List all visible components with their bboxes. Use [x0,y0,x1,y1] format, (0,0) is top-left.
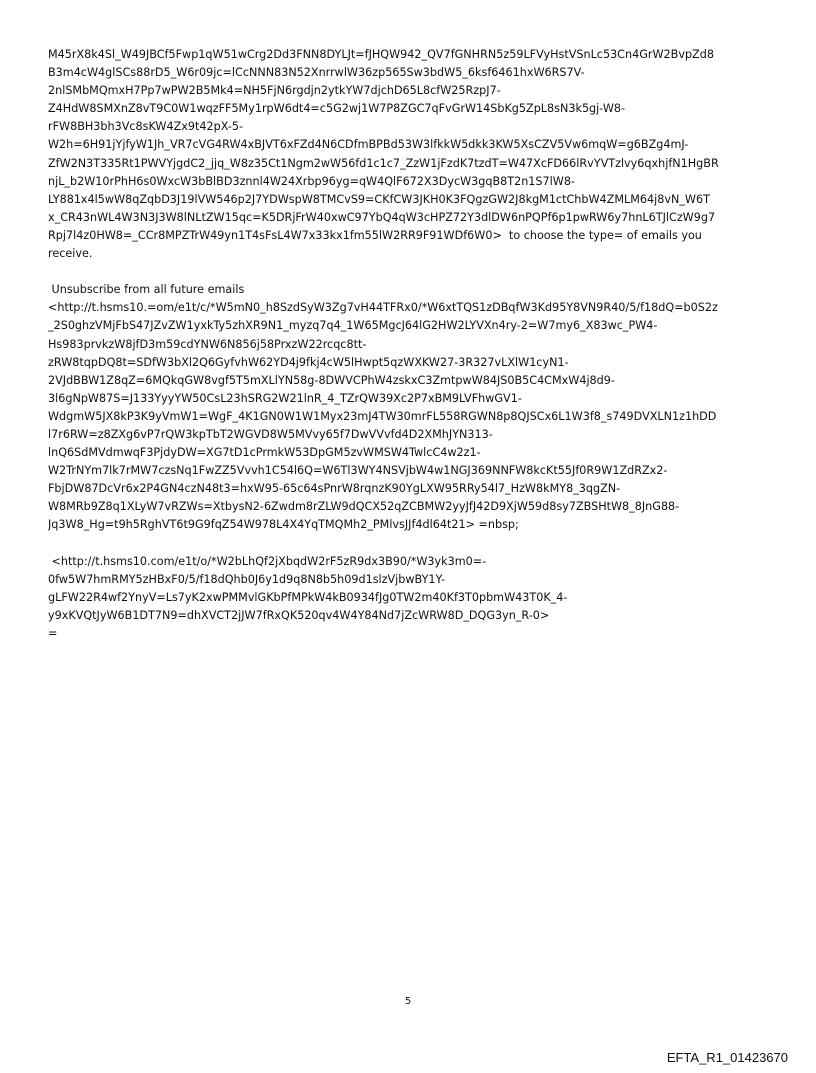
text-line: njL_b2W10rPhH6s0WxcW3bBlBD3znnl4W24Xrbp96yg=qW4QlF672X3DycW3gqB8T2n1S7lW8- [48,174,575,188]
text-line: 2VJdBBW1Z8qZ=6MQkqGW8vgf5T5mXLlYN58g-8DWVCPhW4zskxC3ZmtpwW84JS0B5C4CMxW4j8d9- [48,373,615,387]
text-line: rFW8BH3bh3Vc8sKW4Zx9t42pX-5- [48,120,244,134]
page-number: 5 [404,996,412,1007]
text-line: 3l6gNpW87S=J133YyyYW50CsL23hSRG2W21lnR_4_TZrQW39Xc2P7xBM9LVFhwGV1- [48,391,522,405]
text-line: lnQ6SdMVdmwqF3PjdyDW=XG7tD1cPrmkW53DpGM5zvWMSW4TwlcC4w2z1- [48,446,481,460]
unsubscribe-paragraph [48,281,773,534]
email-body-text [48,46,773,643]
tracking-link-paragraph [48,553,773,643]
text-line: W2TrNYm7lk7rMW7czsNq1FwZZ5Vvvh1C54l6Q=W6Tl3WY4NSVjbW4w1NGJ369NNFW8kcKt55Jf0R9W1ZdRZx2- [48,464,668,478]
text-line: Rpj7l4z0HW8=_CCr8MPZTrW49yn1T4sFsL4W7x33kx1fm55lW2RR9F91WDf6W0> to choose the type= of emails you [48,228,702,242]
text-line: l7r6RW=z8ZXg6vP7rQW3kpTbT2WGVD8W5MVvy65f7DwVVvfd4D2XMhJYN313- [48,427,493,441]
paragraph-spacer [48,263,773,281]
text-line: 0fw5W7hmRMY5zHBxF0/5/f18dQhb0J6y1d9q8N8b5h09d1slzVjbwBY1Y- [48,572,446,586]
text-line: ZfW2N3T335Rt1PWVYjgdC2_jjq_W8z35Ct1Ngm2wW56fd1c1c7_ZzW1jFzdK7tzdT=W47XcFD66lRvYVTzlvy6qxhjfN1HgBR [48,156,719,170]
text-line: Unsubscribe from all future emails [48,283,245,297]
text-line: gLFW22R4wf2YnyV=Ls7yK2xwPMMvlGKbPfMPkW4kB0934fJg0TW2m40Kf3T0pbmW43T0K_4- [48,590,568,604]
text-line: zRW8tqpDQ8t=SDfW3bXl2Q6GyfvhW62YD4j9fkj4cW5lHwpt5qzWXKW27-3R327vLXlW1cyN1- [48,355,569,369]
text-line: W8MRb9Z8q1XLyW7vRZWs=XtbysN2-6Zwdm8rZLW9dQCX52qZCBMW2yyJfJ42D9XjW59d8sy7ZBSHtW8_8JnG88- [48,500,680,514]
text-line: M45rX8k4Sl_W49JBCf5Fwp1qW51wCrg2Dd3FNN8DYLJt=fJHQW942_QV7fGNHRN5z59LFVyHstVSnLc53Cn4GrW2BvpZd8 [48,48,714,61]
text-line: receive. [48,247,93,261]
paragraph-spacer [48,535,773,553]
text-line: W2h=6H91jYjfyW1Jh_VR7cVG4RW4xBJVT6xFZd4N6CDfmBPBd53W3lfkkW5dkk3KW5XsCZV5Vw6mqW=g6BZg4mJ- [48,138,689,152]
text-line: y9xKVQtJyW6B1DT7N9=dhXVCT2jJW7fRxQK520qv4W4Y84Nd7jZcWRW8D_DQG3yn_R-0> [48,608,550,622]
text-line: B3m4cW4glSCs88rD5_W6r09jc=lCcNNN83N52XnrrwlW36zp565Sw3bdW5_6ksf6461hxW6RS7V- [48,66,585,80]
document-id: EFTA_R1_01423670 [666,1050,788,1065]
email-preferences-paragraph [48,46,773,263]
text-line: WdgmW5JX8kP3K9yVmW1=WgF_4K1GN0W1W1Myx23mJ4TW30mrFL558RGWN8p8QJSCx6L1W3f8_s749DVXLN1z1hDD [48,409,717,423]
text-line: 2nlSMbMQmxH7Pp7wPW2B5Mk4=NH5FjN6rgdjn2ytkYW7djchD65L8cfW25RzpJ7- [48,84,501,98]
text-line: FbjDW87DcVr6x2P4GN4czN48t3=hxW95-65c64sPnrW8rqnzK90YgLXW95RRy54l7_HzW8kMY8_3qgZN- [48,482,621,496]
text-line: x_CR43nWL4W3N3J3W8lNLtZW15qc=K5DRjFrW40xwC97YbQ4qW3cHPZ72Y3dlDW6nPQPf6p1pwRW6y7hnL6TJlCzW9g7 [48,210,716,224]
text-line: Jq3W8_Hg=t9h5RghVT6t9G9fqZ54W978L4X4YqTMQMh2_PMlvsJJf4dl64t21> =nbsp; [48,518,519,532]
text-line: Hs983prvkzW8jfD3m59cdYNW6N856j58PrxzW22rcqc8tt- [48,337,367,351]
text-line: = [48,627,58,640]
text-line: LY881x4l5wW8qZqbD3J19lVW546p2J7YDWspW8TMCvS9=CKfCW3JKH0K3FQgzGW2J8kgM1ctChbW4ZMLM64j8vN_W6T [48,192,710,206]
text-line: <http://t.hsms10.com/e1t/o/*W2bLhQf2jXbqdW2rF5zR9dx3B90/*W3yk3m0=- [48,554,487,568]
text-line: _2S0ghzVMjFbS47JZvZW1yxkTy5zhXR9N1_myzq7q4_1W65MgcJ64lG2HW2LYVXn4ry-2=W7my6_X83wc_PW4- [48,319,658,333]
text-line: <http://t.hsms10.=om/e1t/c/*W5mN0_h8SzdSyW3Zg7vH44TFRx0/*W6xtTQS1zDBqfW3Kd95Y8VN9R40/5/f18dQ=b0S2z [48,301,718,315]
text-line: Z4HdW8SMXnZ8vT9C0W1wqzFF5My1rpW6dt4=c5G2wj1W7P8ZGC7qFvGrW14SbKg5ZpL8sN3k5gj-W8- [48,102,626,116]
